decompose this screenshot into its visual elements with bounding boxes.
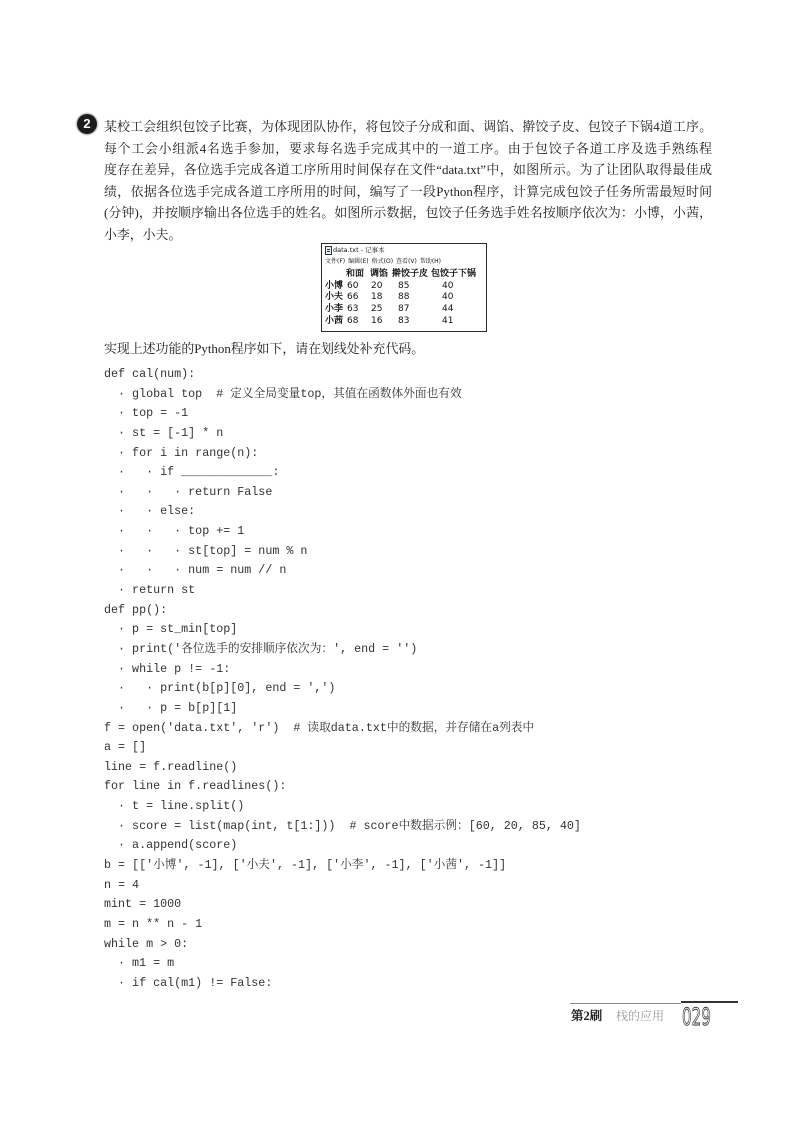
- code-line: · while p != -1:: [104, 661, 231, 676]
- question-text-line: 某校工会组织包饺子比赛，为体现团队协作，将包饺子分成和面、调馅、擀饺子皮、包饺子下锅4道工序。: [104, 120, 712, 134]
- code-line: m = n ** n - 1: [104, 916, 203, 931]
- menu-format: 格式(O): [371, 258, 394, 265]
- header-cell: 包饺子下锅: [431, 269, 477, 279]
- code-line: · · p = b[p][1]: [104, 700, 238, 715]
- player-name: 小茜: [325, 316, 344, 326]
- time-cell: 88: [398, 292, 410, 302]
- data-row: [322, 304, 486, 314]
- code-line: · · else:: [104, 504, 196, 519]
- code-line: · · · return False: [104, 484, 273, 499]
- code-line: · · · st[top] = num % n: [104, 543, 308, 558]
- time-cell: 63: [347, 304, 359, 314]
- question-text-line: 小李，小夫。: [104, 227, 182, 242]
- code-line: b = [['小博', -1], ['小夫', -1], ['小李', -1], ['小茜', -1]]: [104, 858, 507, 873]
- code-line: for line in f.readlines():: [104, 779, 287, 794]
- code-line: · t = line.split(): [104, 799, 245, 814]
- code-block: [104, 365, 724, 994]
- time-cell: 40: [442, 281, 454, 291]
- code-line: · p = st_min[top]: [104, 622, 238, 637]
- code-line: · global top # 定义全局变量top，其值在函数体外面也有效: [104, 386, 462, 401]
- time-cell: 66: [347, 292, 359, 302]
- code-line: · if cal(m1) != False:: [104, 975, 273, 990]
- header-cell: 调馅: [370, 269, 389, 279]
- code-line: f = open('data.txt', 'r') # 读取data.txt中的数据，并存储在a列表中: [104, 720, 535, 735]
- time-cell: 25: [371, 304, 383, 314]
- player-name: 小李: [325, 304, 344, 314]
- question-text-line: (分钟)，并按顺序输出各位选手的姓名。如图所示数据，包饺子任务选手姓名按顺序依次为：小博，小茜，: [104, 206, 712, 221]
- code-line: n = 4: [104, 877, 140, 892]
- time-cell: 85: [398, 281, 410, 291]
- code-line: · return st: [104, 583, 196, 598]
- question-text-line: 度存在差异，各位选手完成各道工序所用时间保存在文件“data.txt”中，如图所示。为了让团队取得最佳成: [104, 163, 712, 178]
- code-line: · m1 = m: [104, 956, 175, 971]
- code-line: a = []: [104, 740, 147, 755]
- time-cell: 87: [398, 304, 410, 314]
- notepad-title: data.txt - 记事本: [333, 246, 385, 254]
- code-line: while m > 0:: [104, 936, 189, 951]
- data-row: [322, 281, 486, 291]
- header-cell: 和面: [346, 269, 365, 279]
- header-cell: 擀饺子皮: [392, 269, 429, 279]
- player-name: 小夫: [325, 292, 344, 302]
- code-line: line = f.readline(): [104, 759, 238, 774]
- time-cell: 40: [442, 292, 454, 302]
- footer-section-title: 栈的应用: [616, 1009, 665, 1023]
- time-cell: 68: [347, 316, 359, 326]
- code-line-with-blank: · · if _____________:: [104, 465, 280, 480]
- footer-rule: [570, 1003, 681, 1004]
- code-line: · st = [-1] * n: [104, 425, 224, 440]
- code-line: · · print(b[p][0], end = ','): [104, 681, 336, 696]
- menu-view: 查看(V): [396, 258, 417, 265]
- player-name: 小博: [325, 281, 344, 291]
- time-cell: 16: [371, 316, 383, 326]
- menu-help: 帮助(H): [419, 258, 442, 265]
- code-line: · top = -1: [104, 406, 189, 421]
- code-line: · · · num = num // n: [104, 563, 287, 578]
- notepad-icon: [325, 246, 332, 255]
- menu-edit: 编辑(E): [348, 258, 369, 265]
- notepad-figure: [321, 243, 487, 332]
- time-cell: 60: [347, 281, 359, 291]
- notepad-menubar: [325, 258, 444, 266]
- code-line: def pp():: [104, 602, 168, 617]
- data-row: [322, 292, 486, 302]
- code-line: · a.append(score): [104, 838, 238, 853]
- time-cell: 18: [371, 292, 383, 302]
- time-cell: 44: [442, 304, 454, 314]
- time-cell: 41: [442, 316, 454, 326]
- question-text: [104, 117, 712, 247]
- code-line: · for i in range(n):: [104, 445, 259, 460]
- data-header-row: [322, 269, 486, 279]
- data-row: [322, 316, 486, 326]
- page-number: 029: [682, 1003, 711, 1031]
- code-line: · score = list(map(int, t[1:])) # score中数据示例：[60, 20, 85, 40]: [104, 818, 581, 833]
- time-cell: 83: [398, 316, 410, 326]
- footer-chapter: 第2刷: [571, 1009, 603, 1023]
- question-text-line: 每个工会小组派4名选手参加，要求每名选手完成其中的一道工序。由于包饺子各道工序及选手熟练程: [104, 141, 712, 156]
- time-cell: 20: [371, 281, 383, 291]
- code-line: · · · top += 1: [104, 524, 245, 539]
- code-line: mint = 1000: [104, 897, 182, 912]
- code-line: · print('各位选手的安排顺序依次为：', end = ''): [104, 641, 418, 656]
- code-line: def cal(num):: [104, 367, 196, 381]
- instruction-text: 实现上述功能的Python程序如下，请在划线处补充代码。: [104, 342, 425, 356]
- question-number-badge: 2: [77, 114, 97, 134]
- question-text-line: 绩，依据各位选手完成各道工序所用的时间，编写了一段Python程序，计算完成包饺子任务所需最短时间: [104, 184, 712, 199]
- menu-file: 文件(F): [325, 258, 346, 265]
